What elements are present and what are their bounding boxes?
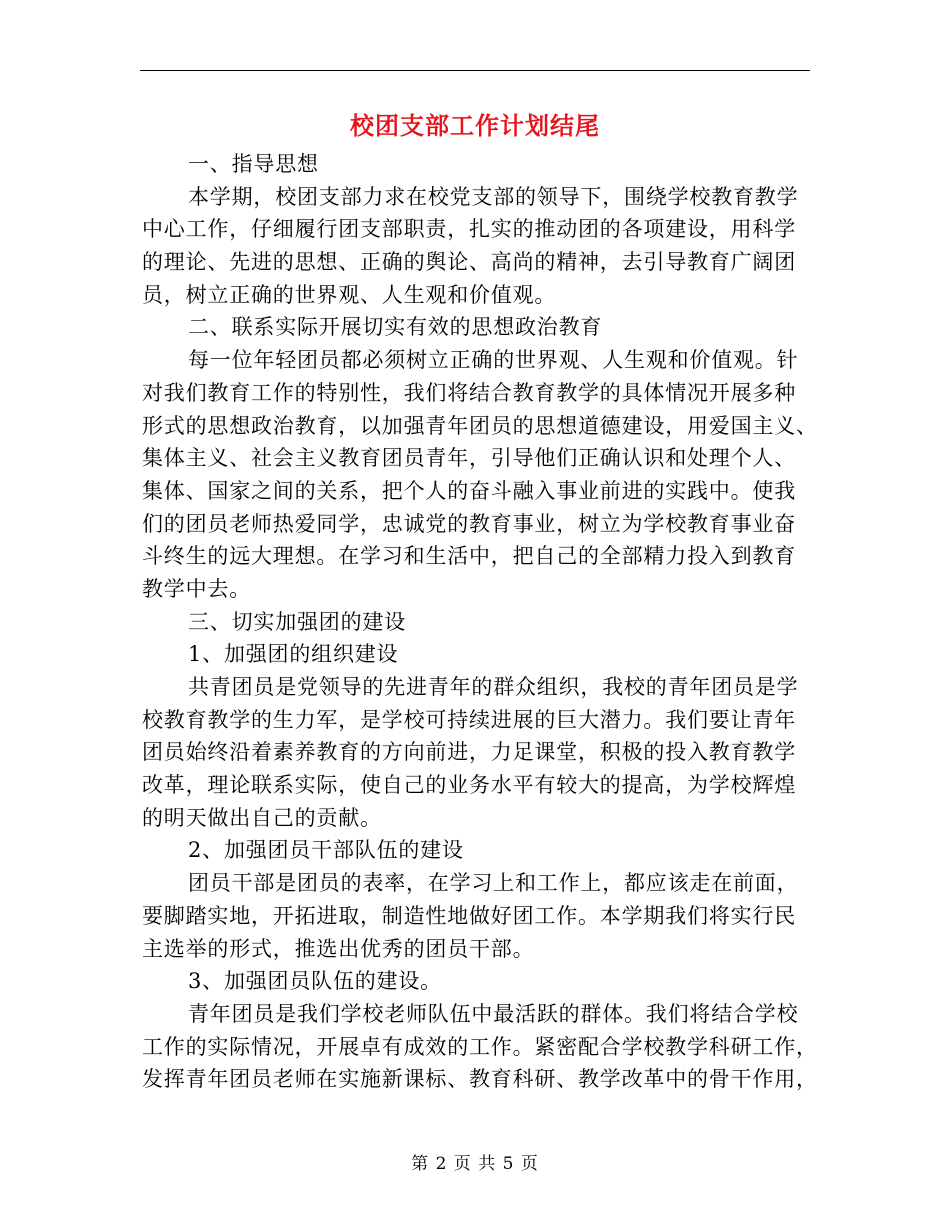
header-rule [140, 70, 810, 71]
text-line: 集体主义、社会主义教育团员青年，引导他们正确认识和处理个人、 [142, 446, 796, 471]
text-line: 一、指导思想 [188, 152, 319, 176]
text-line: 员，树立正确的世界观、人生观和价值观。 [142, 282, 557, 307]
text-line: 的理论、先进的思想、正确的舆论、高尚的精神，去引导教育广阔团 [142, 250, 796, 275]
text-line: 们的团员老师热爱同学，忠诚党的教育事业，树立为学校教育事业奋 [142, 511, 796, 536]
text-line: 的明天做出自己的贡献。 [142, 805, 382, 830]
text-line: 形式的思想政治教育，以加强青年团员的思想道德建设，用爱国主义、 [142, 413, 818, 438]
text-line: 3、加强团员队伍的建设。 [188, 969, 442, 994]
text-line: 1、加强团的组织建设 [188, 642, 399, 667]
text-line: 校教育教学的生力军，是学校可持续进展的巨大潜力。我们要让青年 [142, 707, 796, 732]
text-line: 青年团员是我们学校老师队伍中最活跃的群体。我们将结合学校 [188, 1001, 799, 1026]
text-line: 教学中去。 [142, 576, 251, 601]
text-line: 中心工作，仔细履行团支部职责，扎实的推动团的各项建设，用科学 [142, 217, 796, 242]
text-line: 每一位年轻团员都必须树立正确的世界观、人生观和价值观。针 [188, 348, 799, 373]
text-line: 团员始终沿着素养教育的方向前进，力足课堂，积极的投入教育教学 [142, 740, 796, 765]
text-line: 改革，理论联系实际，使自己的业务水平有较大的提高，为学校辉煌 [142, 773, 796, 798]
page-footer: 第 2 页 共 5 页 [411, 1154, 539, 1174]
text-line: 二、联系实际开展切实有效的思想政治教育 [188, 315, 603, 340]
text-line: 要脚踏实地，开拓进取，制造性地做好团工作。本学期我们将实行民 [142, 903, 796, 928]
text-line: 共青团员是党领导的先进青年的群众组织，我校的青年团员是学 [188, 675, 799, 699]
text-line: 三、切实加强团的建设 [188, 609, 406, 634]
text-line: 团员干部是团员的表率，在学习上和工作上，都应该走在前面， [188, 871, 799, 896]
text-line: 工作的实际情况，开展卓有成效的工作。紧密配合学校教学科研工作， [142, 1034, 818, 1059]
document-body [142, 148, 818, 1096]
text-line: 主选举的形式，推选出优秀的团员干部。 [142, 936, 535, 961]
text-line: 对我们教育工作的特别性，我们将结合教育教学的具体情况开展多种 [142, 380, 796, 405]
text-line: 集体、国家之间的关系，把个人的奋斗融入事业前进的实践中。使我 [142, 478, 796, 503]
text-line: 本学期，校团支部力求在校党支部的领导下，围绕学校教育教学 [188, 184, 799, 209]
text-line: 斗终生的远大理想。在学习和生活中，把自己的全部精力投入到教育 [142, 544, 796, 569]
text-line: 发挥青年团员老师在实施新课标、教育科研、教学改革中的骨干作用， [142, 1067, 818, 1092]
document-title: 校团支部工作计划结尾 [350, 112, 600, 140]
text-line: 2、加强团员干部队伍的建设 [188, 838, 464, 863]
